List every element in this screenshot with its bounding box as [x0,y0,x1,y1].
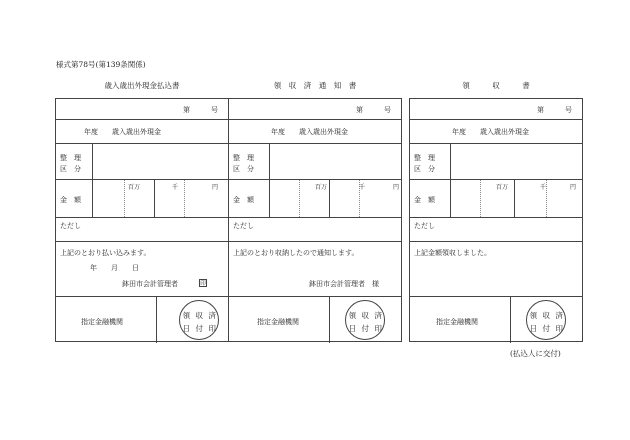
statement-text: 上記のとおり払い込みます。 [60,249,151,257]
form-receipt [409,98,583,342]
seal-text-line1: 領 収 済 [348,311,384,320]
digit-separator [480,180,481,217]
seal-stamp-box: 印 [200,281,206,287]
amount-row [229,180,401,218]
year-label: 年度 歳入歳出外現金 [271,128,348,136]
footer-note: (払込人に交付) [510,349,561,358]
bank-label: 指定金融機関 [81,318,123,326]
signer-name: 鉢田市会計管理者 [122,280,178,288]
unit-thousand: 千 [540,184,547,191]
receipt-date-seal [526,300,566,340]
bank-label: 指定金融機関 [257,318,299,326]
number-label: 第 号 [537,106,572,114]
digit-separator [184,180,185,217]
statement-text: 上記のとおり収納したので通知します。 [233,249,359,257]
number-label: 第 号 [183,106,218,114]
note-label: ただし [414,222,435,230]
amount-divider [92,180,93,217]
digit-separator [299,180,300,217]
unit-thousand: 千 [359,184,366,191]
digit-separator [124,180,125,217]
number-row [229,99,401,120]
bank-row [56,297,228,343]
number-label: 第 号 [356,106,391,114]
year-row [229,120,401,144]
form-title-receipt-notice: 領 収 済 通 知 書 [273,81,357,90]
amount-label: 金 額 [414,196,435,204]
bank-divider [510,297,511,343]
unit-yen: 円 [212,184,219,191]
bank-row [410,297,582,343]
note-row [229,218,401,242]
note-label: ただし [233,222,254,230]
category-row [229,144,401,180]
seal-text-line1: 領 収 済 [182,311,218,320]
form-receipt-notice [228,98,402,342]
seal-text-line2: 日 付 印 [348,324,384,333]
unit-million: 百万 [128,184,141,191]
category-row [410,144,582,180]
seal-text-line2: 日 付 印 [182,324,218,333]
bank-divider [329,297,330,343]
bank-label: 指定金融機関 [436,318,478,326]
seal-text-line1: 領 収 済 [529,311,565,320]
category-label-line2: 区 分 [414,165,435,173]
statement-row [56,242,228,297]
signer-name: 鉢田市会計管理者 様 [309,280,379,288]
bank-row [229,297,401,343]
statement-row [229,242,401,297]
note-row [410,218,582,242]
digit-separator [546,180,547,217]
unit-million: 百万 [315,184,328,191]
year-row [410,120,582,144]
seal-text-line2: 日 付 印 [529,324,565,333]
number-row [410,99,582,120]
year-label: 年度 歳入歳出外現金 [452,128,529,136]
form-payment-slip [55,98,229,342]
category-label-line1: 整 理 [414,154,435,162]
category-label-line1: 整 理 [60,154,81,162]
statement-row [410,242,582,297]
form-number-note: 様式第78号(第139条関係) [56,60,146,69]
digit-separator [329,180,330,217]
category-divider [450,144,451,179]
unit-million: 百万 [496,184,509,191]
receipt-date-seal [345,300,385,340]
bank-divider [156,297,157,343]
form-title-receipt: 領 収 書 [462,81,530,90]
category-label-line2: 区 分 [233,165,254,173]
receipt-date-seal [179,300,219,340]
form-title-payment-slip: 歳入歳出外現金払込書 [104,81,180,90]
category-label-line2: 区 分 [60,165,81,173]
category-label-line1: 整 理 [233,154,254,162]
year-row [56,120,228,144]
amount-label: 金 額 [60,196,81,204]
digit-separator [514,180,515,217]
amount-row [56,180,228,218]
amount-divider [269,180,270,217]
category-row [56,144,228,180]
note-row [56,218,228,242]
unit-thousand: 千 [172,184,179,191]
amount-divider [450,180,451,217]
statement-text: 上記金額領収しました。 [414,249,491,257]
number-row [56,99,228,120]
category-divider [269,144,270,179]
category-divider [92,144,93,179]
date-line: 年 月 日 [90,264,139,272]
unit-yen: 円 [393,184,400,191]
year-label: 年度 歳入歳出外現金 [84,128,161,136]
amount-row [410,180,582,218]
digit-separator [154,180,155,217]
unit-yen: 円 [570,184,577,191]
note-label: ただし [60,222,81,230]
amount-label: 金 額 [233,196,254,204]
